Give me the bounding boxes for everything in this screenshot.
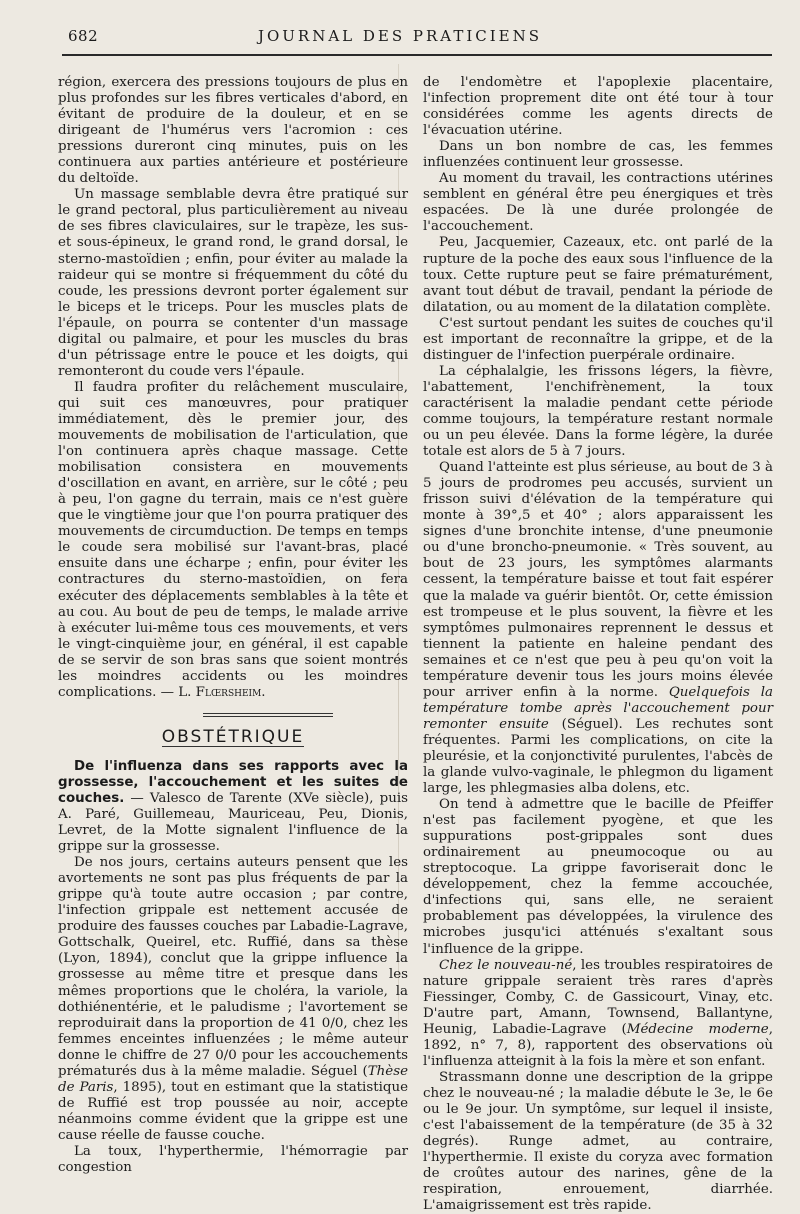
paragraph (58, 855, 408, 1144)
right-column (423, 75, 773, 1214)
paragraph: Peu, Jacquemier, Cazeaux, etc. ont parlé de la rupture de la poche des eaux sous l'influence de la toux. Cette rupture peut se faire prématurément, avant tout début de travail, pendant la période de dilatation, ou au moment de la dilatation complète. (423, 235, 773, 315)
paragraph: de l'endomètre et l'apoplexie placentaire, l'infection proprement dite ont été tour à tour considérées comme les agents directs de l'évacuation utérine. (423, 75, 773, 139)
author-signature: L. Flœrsheim. (178, 684, 266, 700)
left-column (58, 75, 408, 1176)
paragraph (58, 380, 408, 701)
paragraph-text: Quand l'atteinte est plus sérieuse, au bout de 3 à 5 jours de prodromes peu accusés, survient un frisson suivi d'élévation de la température qui monte à 39°,5 et 40° ; alors apparaissent les signes d'une bronchite intense, d'une pneumonie ou d'une broncho-pneumonie. « Très souvent, au bout de 23 jours, les symptômes alarmants cessent, la température baisse et tout fait espérer que la malade va guérir bientôt. Or, cette émission est trompeuse et le plus souvent, la fièvre et les symptômes pulmonaires reprennent le dessus et tiennent la patiente en haleine pendant des semaines et ce n'est que peu à peu qu'on voit la température devenir tous les jours moins élevée pour arriver enfin à la norme. (423, 460, 773, 700)
paragraph: On tend à admettre que le bacille de Pfeiffer n'est pas facilement pyogène, et que les suppurations post-grippales sont dues ordinairement au pneumocoque ou au streptocoque. La grippe favoriserait donc le développement, chez la femme accouchée, d'infections qui, sans elle, ne seraient probablement pas développées, la virulence des microbes jusqu'ici atténués s'exaltant sous l'influence de la grippe. (423, 797, 773, 957)
section-title: OBSTÉTRIQUE (161, 726, 305, 747)
paragraph-text: Il faudra profiter du relâchement musculaire, qui suit ces manœuvres, pour pratiquer immédiatement, dès le premier jour, des mouvements de mobilisation de l'articulation, que l'on continuera après chaque massage. Cette mobilisation consistera en mouvements d'oscillation en avant, en arrière, sur le côté ; peu à peu, l'on gagne du terrain, mais ce n'est guère que le vingtième jour que l'on pourra pratiquer des mouvements de circumduction. De temps en temps le coude sera mobilisé sur l'avant-bras, placé ensuite dans une écharpe ; enfin, pour éviter les contractures du sterno-mastoïdien, on fera exécuter des déplacements semblables à la tête et au cou. Au bout de peu de temps, le malade arrive à exécuter lui-même tous ces mouvements, et vers le vingt-cinquième jour, en général, il est capable de se servir de son bras sans que soient montrés les moindres accidents ou les moindres complications. — (58, 379, 408, 700)
paragraph-text: (Séguel). Les rechutes sont fréquentes. Parmi les complications, on cite la pleurésie, et la conjonctivité purulentes, l'abcès de la glande vulvo-vaginale, le phlegmon du ligament large, les phlegmasies alba dolens, etc. (423, 716, 773, 797)
paragraph-text: — Valesco de Tarente (XVe siècle), puis A. Paré, Guillemeau, Mauriceau, Peu, Dionis, Levret, de la Motte signalent l'influence de la grippe sur la grossesse. (58, 790, 408, 855)
page-number: 682 (68, 27, 99, 45)
paragraph-text: De nos jours, certains auteurs pensent que les avortements ne sont pas plus fréquents de par la grippe qu'à toute autre occasion ; par contre, l'infection grippale est nettement accusée de produire des fausses couches par Labadie-Lagrave, Gottschalk, Queirel, etc. Ruffié, dans sa thèse (Lyon, 1894), conclut que la grippe influence la grossesse au même titre et presque dans les mêmes proportions que le choléra, la variole, la dothiénentérie, et le paludisme ; l'avortement se reproduirait dans la proportion de 41 0/0, chez les femmes enceintes influenzées ; le même auteur donne le chiffre de 27 0/0 pour les accouchements prématurés dus à la même maladie. Séguel ( (58, 855, 408, 1079)
paragraph: C'est surtout pendant les suites de couches qu'il est important de reconnaître la grippe, et de la distinguer de l'infection puerpérale ordinaire. (423, 315, 773, 363)
paragraph: La toux, l'hyperthermie, l'hémorragie par congestion (58, 1144, 408, 1176)
italic-lead: Chez le nouveau-né (439, 957, 573, 973)
paragraph-text: , les troubles respiratoires de nature grippale seraient très rares d'après Fiessinger, Comby, C. de Gassicourt, Vinay, etc. D'autre part, Amann, Townsend, Ballantyne, Heunig, Labadie-Lagrave ( (423, 957, 773, 1037)
paragraph: Strassmann donne une description de la grippe chez le nouveau-né ; la maladie débute le 3e, le 6e ou le 9e jour. Un symptôme, sur lequel il insiste, c'est l'abaissement de la température (de 35 à 32 degrés). Runge admet, au contraire, l'hyperthermie. Il existe du coryza avec formation de croûtes autour des narines, gêne de la respiration, enrouement, diarrhée. L'amaigrissement est très rapide. (423, 1069, 773, 1214)
paragraph (58, 759, 408, 855)
header-rule (62, 54, 772, 56)
paragraph (423, 958, 773, 1070)
section-divider (58, 711, 408, 721)
paragraph (423, 460, 773, 797)
paragraph: Au moment du travail, les contractions utérines semblent en général être peu énergiques et très espacées. De là une durée prolongée de l'accouchement. (423, 171, 773, 235)
paragraph-text: , 1895), tout en estimant que la statistique de Ruffié est trop poussée au noir, accepte néanmoins comme évident que la grippe est une cause réelle de fausse couche. (58, 1079, 408, 1143)
paragraph-text: , 1892, n° 7, 8), rapportent des observations où l'influenza atteignit à la fois la mère et son enfant. (423, 1021, 773, 1069)
section-heading (58, 726, 408, 747)
page-header (0, 0, 800, 60)
paragraph: Un massage semblable devra être pratiqué sur le grand pectoral, plus particulièrement au niveau de ses fibres claviculaires, sur le trapèze, les sus- et sous-épineux, le grand rond, le grand dorsal, le sterno-mastoïdien ; enfin, pour éviter au malade la raideur qui se montre si fréquemment du côté du coude, les pressions devront porter également sur le biceps et le triceps. Pour les muscles plats de l'épaule, on pourra se contenter d'un massage digital ou palmaire, et pour les muscles du bras d'un pétrissage entre le pouce et les doigts, qui remonteront du coude vers l'épaule. (58, 187, 408, 379)
article-title: De l'influenza dans ses rapports avec la grossesse, l'accouchement et les suites de couches. (58, 758, 408, 806)
paragraph: région, exercera des pressions toujours de plus en plus profondes sur les fibres verticales d'abord, en évitant de produire de la douleur, et en se dirigeant de l'humérus vers l'acromion : ces pressions dureront cinq minutes, puis on les continuera aux parties antérieure et postérieure du deltoïde. (58, 75, 408, 187)
paragraph: La céphalalgie, les frissons légers, la fièvre, l'abattement, l'enchifrènement, la toux caractérisent la maladie pendant cette période comme toujours, la température restant normale ou un peu élevée. Dans la forme légère, la durée totale est alors de 5 à 7 jours. (423, 363, 773, 460)
paragraph: Dans un bon nombre de cas, les femmes influenzées continuent leur grossesse. (423, 139, 773, 171)
italic-citation: Thèse de Paris (58, 1063, 408, 1095)
journal-title: JOURNAL DES PRATICIENS (257, 27, 543, 45)
italic-citation: Médecine moderne (626, 1021, 769, 1037)
italic-quote: Quelquefois la température tombe après l'accouchement pour remonter ensuite (423, 684, 773, 732)
